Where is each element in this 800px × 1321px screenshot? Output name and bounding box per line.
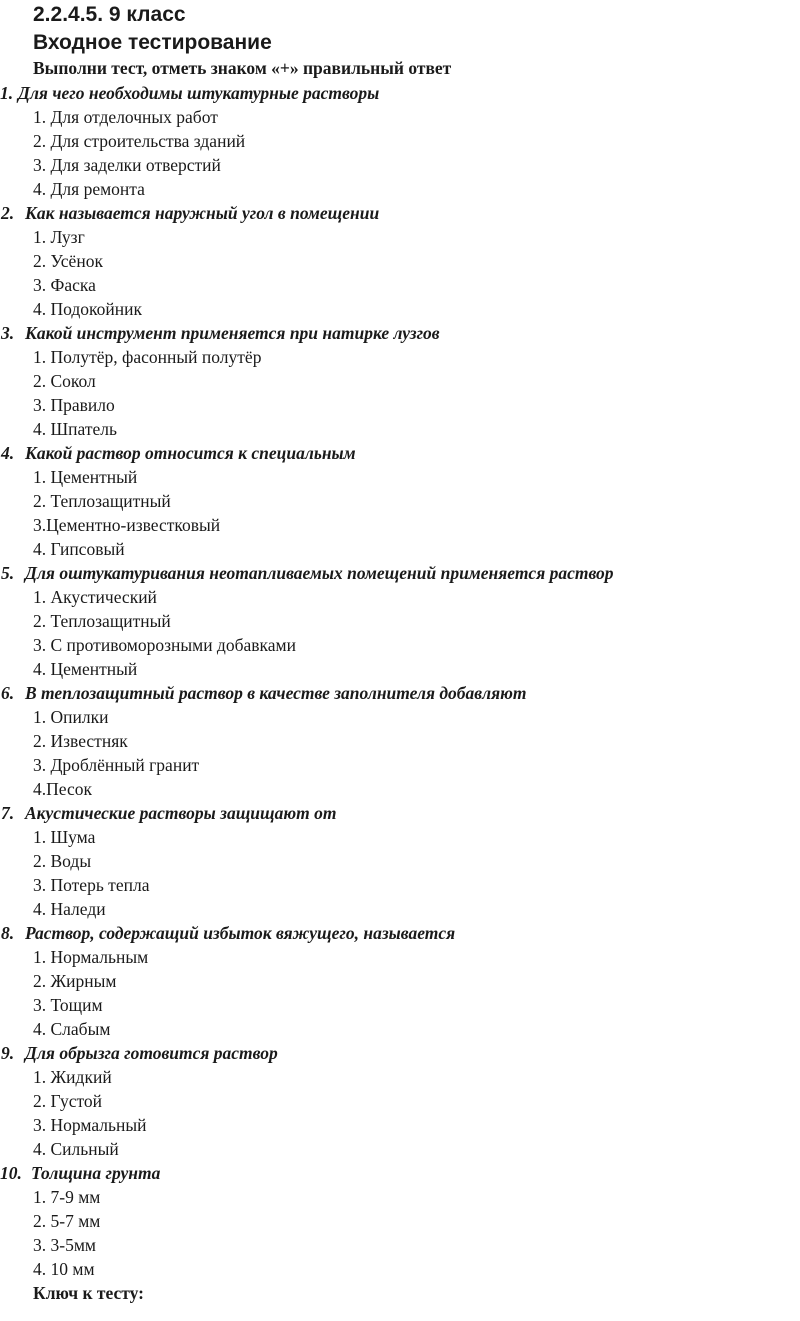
question-number: 4. xyxy=(1,443,15,463)
question-text: Акустические растворы защищают от xyxy=(25,803,337,823)
answer-option[interactable]: 4.Песок xyxy=(33,779,92,799)
answer-option[interactable]: 3. Фаска xyxy=(33,275,96,295)
question-9 xyxy=(0,1041,800,1065)
question-text: В теплозащитный раствор в качестве заполнителя добавляют xyxy=(25,683,527,703)
question-text: Раствор, содержащий избыток вяжущего, называется xyxy=(25,923,456,943)
answer-option[interactable]: 4. Слабым xyxy=(33,1019,111,1039)
question-6 xyxy=(0,681,800,705)
section-subtitle: Входное тестирование xyxy=(33,31,272,54)
question-number: 5. xyxy=(1,563,15,583)
answer-option[interactable]: 3. С противоморозными добавками xyxy=(33,635,296,655)
questions-list xyxy=(0,81,800,1281)
answer-option[interactable]: 3. Дроблённый гранит xyxy=(33,755,200,775)
question-number: 2. xyxy=(1,203,15,223)
question-number: 6. xyxy=(1,683,15,703)
answer-option[interactable]: 3. 3-5мм xyxy=(33,1235,96,1255)
answer-option[interactable]: 3. Правило xyxy=(33,395,115,415)
question-text: Какой инструмент применяется при натирке лузгов xyxy=(25,323,440,343)
answer-option[interactable]: 4. Подокойник xyxy=(33,299,142,319)
question-number: 1. xyxy=(0,83,14,103)
answer-option[interactable]: 1. Шума xyxy=(33,827,96,847)
answer-option[interactable]: 4. Для ремонта xyxy=(33,179,145,199)
question-text: Для оштукатуривания неотапливаемых помещений применяется раствор xyxy=(25,563,614,583)
question-1 xyxy=(0,81,800,105)
answer-option[interactable]: 2. Жирным xyxy=(33,971,117,991)
answer-option[interactable]: 1. 7-9 мм xyxy=(33,1187,101,1207)
question-2 xyxy=(0,201,800,225)
answer-option[interactable]: 4. Цементный xyxy=(33,659,138,679)
question-text: Для чего необходимы штукатурные растворы xyxy=(18,83,380,103)
answer-key-label: Ключ к тесту: xyxy=(33,1283,144,1303)
question-text: Какой раствор относится к специальным xyxy=(25,443,356,463)
answer-option[interactable]: 1. Акустический xyxy=(33,587,157,607)
answer-option[interactable]: 2. Известняк xyxy=(33,731,128,751)
question-7 xyxy=(0,801,800,825)
question-text: Толщина грунта xyxy=(31,1163,161,1183)
answer-option[interactable]: 2. Для строительства зданий xyxy=(33,131,246,151)
answer-option[interactable]: 2. Густой xyxy=(33,1091,103,1111)
answer-option[interactable]: 2. Теплозащитный xyxy=(33,491,171,511)
answer-option[interactable]: 2. Воды xyxy=(33,851,92,871)
answer-option[interactable]: 4. 10 мм xyxy=(33,1259,95,1279)
section-number-title: 2.2.4.5. 9 класс xyxy=(33,3,186,26)
answer-option[interactable]: 1. Цементный xyxy=(33,467,138,487)
test-instruction: Выполни тест, отметь знаком «+» правильный ответ xyxy=(33,58,452,78)
question-text: Как называется наружный угол в помещении xyxy=(25,203,380,223)
question-number: 10. xyxy=(0,1163,22,1183)
question-text: Для обрызга готовится раствор xyxy=(25,1043,278,1063)
answer-option[interactable]: 1. Нормальным xyxy=(33,947,149,967)
answer-option[interactable]: 4. Сильный xyxy=(33,1139,119,1159)
answer-option[interactable]: 1. Полутёр, фасонный полутёр xyxy=(33,347,262,367)
answer-option[interactable]: 3. Потерь тепла xyxy=(33,875,150,895)
answer-option[interactable]: 2. Теплозащитный xyxy=(33,611,171,631)
answer-option[interactable]: 1. Для отделочных работ xyxy=(33,107,218,127)
question-number: 7. xyxy=(1,803,15,823)
answer-option[interactable]: 3. Нормальный xyxy=(33,1115,147,1135)
answer-option[interactable]: 2. Сокол xyxy=(33,371,96,391)
question-4 xyxy=(0,441,800,465)
answer-option[interactable]: 3. Тощим xyxy=(33,995,103,1015)
question-8 xyxy=(0,921,800,945)
answer-option[interactable]: 2. Усёнок xyxy=(33,251,103,271)
answer-option[interactable]: 1. Лузг xyxy=(33,227,85,247)
answer-option[interactable]: 1. Жидкий xyxy=(33,1067,112,1087)
question-10 xyxy=(0,1161,800,1185)
question-3 xyxy=(0,321,800,345)
answer-option[interactable]: 3.Цементно-известковый xyxy=(33,515,221,535)
answer-option[interactable]: 4. Наледи xyxy=(33,899,106,919)
question-number: 3. xyxy=(1,323,15,343)
answer-option[interactable]: 3. Для заделки отверстий xyxy=(33,155,221,175)
question-number: 8. xyxy=(1,923,15,943)
question-number: 9. xyxy=(1,1043,15,1063)
question-5 xyxy=(0,561,800,585)
answer-option[interactable]: 1. Опилки xyxy=(33,707,109,727)
answer-option[interactable]: 2. 5-7 мм xyxy=(33,1211,101,1231)
answer-option[interactable]: 4. Шпатель xyxy=(33,419,117,439)
answer-option[interactable]: 4. Гипсовый xyxy=(33,539,125,559)
